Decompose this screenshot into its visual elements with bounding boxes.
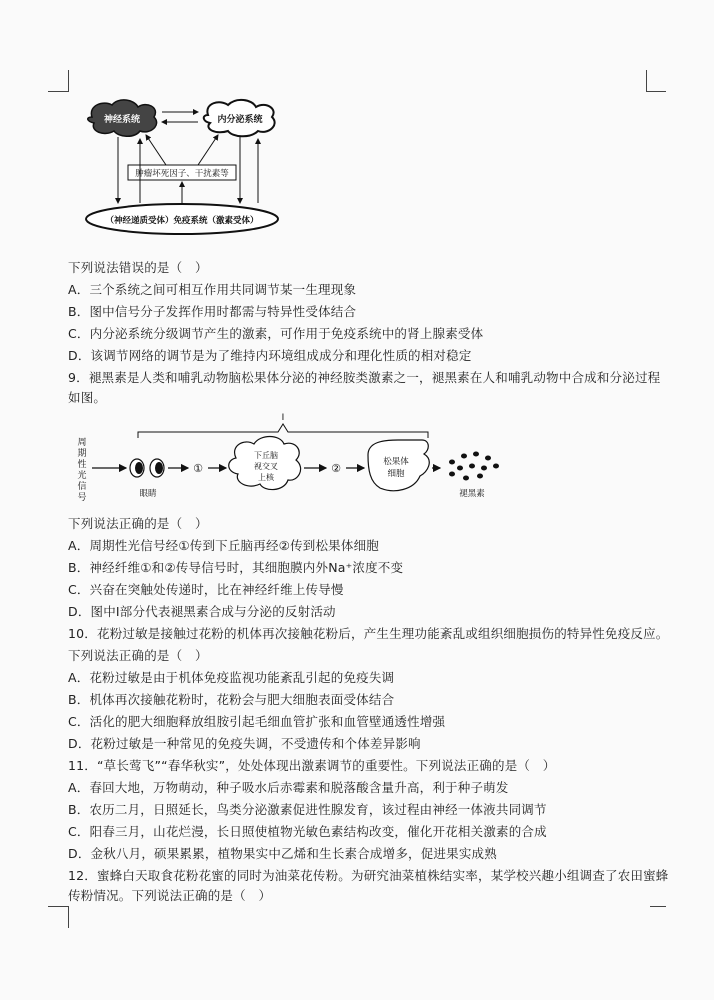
q11-stem: 11．“草长莺飞”“春华秋实”，处处体现出激素调节的重要性。下列说法正确的是（ ）: [68, 758, 556, 773]
roman-label: Ⅰ: [281, 413, 285, 423]
melatonin-dots: [449, 452, 499, 481]
q8-option-b: B．图中信号分子发挥作用时都需与特异性受体结合: [68, 304, 357, 319]
brace-I: [138, 424, 428, 438]
q9-question: 下列说法正确的是（ ）: [68, 516, 208, 531]
melatonin-pathway-figure: [68, 410, 508, 510]
q10-option-b: B．机体再次接触花粉时，花粉会与肥大细胞表面受体结合: [68, 692, 395, 707]
q10-option-a: A．花粉过敏是由于机体免疫监视功能紊乱引起的免疫失调: [68, 670, 395, 685]
svg-text:性: 性: [77, 460, 87, 470]
crop-mark-top-left-h: [48, 91, 68, 92]
q11-option-a: A．春回大地，万物萌动，种子吸水后赤霉素和脱落酸含量升高，利于种子萌发: [68, 780, 509, 795]
label-2: ②: [331, 462, 341, 475]
arrow-factors-to-nervous: [146, 135, 166, 165]
q8-option-a: A．三个系统之间可相互作用共同调节某一生理现象: [68, 282, 357, 297]
arrow-factors-to-endocrine: [198, 135, 218, 165]
pineal-label-1: 松果体: [383, 457, 409, 467]
q9-stem-1: 9．褪黑素是人类和哺乳动物脑松果体分泌的神经胺类激素之一，褪黑素在人和哺乳动物中合成和分泌过程: [68, 370, 661, 385]
hypothalamus-label-3: 上核: [258, 473, 274, 482]
crop-mark-bottom-right-h: [650, 906, 666, 907]
q9-option-b: B．神经纤维①和②传导信号时，其细胞膜内外Na⁺浓度不变: [68, 560, 404, 575]
nervous-system-label: 神经系统: [103, 115, 141, 125]
hypothalamus-label-2: 视交叉: [254, 462, 278, 471]
q8-stem: 下列说法错误的是（ ）: [68, 260, 208, 275]
crop-mark-top-right: [646, 70, 647, 92]
q11-option-d: D．金秋八月，硕果累累，植物果实中乙烯和生长素合成增多，促进果实成熟: [68, 846, 497, 861]
q10-option-c: C．活化的肥大细胞释放组胺引起毛细血管扩张和血管壁通透性增强: [68, 714, 446, 729]
q9-option-a: A．周期性光信号经①传到下丘脑再经②传到松果体细胞: [68, 538, 379, 553]
q8-option-c: C．内分泌系统分级调节产生的激素，可作用于免疫系统中的肾上腺素受体: [68, 326, 484, 341]
q12-stem-1: 12．蜜蜂白天取食花粉花蜜的同时为油菜花传粉。为研究油菜植株结实率，某学校兴趣小组调查了农田蜜蜂: [68, 868, 669, 883]
melatonin-label: 褪黑素: [459, 489, 485, 499]
q10-option-d: D．花粉过敏是一种常见的免疫失调，不受遗传和个体差异影响: [68, 736, 421, 751]
eye-label: 眼睛: [139, 489, 157, 499]
svg-text:光: 光: [77, 471, 87, 481]
light-signal-label: [77, 437, 86, 503]
svg-text:信: 信: [77, 482, 87, 492]
endocrine-system-label: 内分泌系统: [217, 115, 263, 125]
q9-option-d: D．图中Ⅰ部分代表褪黑素合成与分泌的反射活动: [68, 604, 336, 619]
crop-mark-bottom-left: [68, 906, 69, 928]
hypothalamus-label-1: 下丘脑: [254, 451, 278, 460]
crop-mark-bottom-left-h: [48, 906, 68, 907]
eye-icon: [130, 459, 164, 477]
q8-option-d: D．该调节网络的调节是为了维持内环境组成成分和理化性质的相对稳定: [68, 348, 472, 363]
q9-option-c: C．兴奋在突触处传递时，比在神经纤维上传导慢: [68, 582, 344, 597]
svg-text:周: 周: [77, 438, 87, 448]
q9-stem-2: 如图。: [68, 390, 107, 405]
q10-stem: 10．花粉过敏是接触过花粉的机体再次接触花粉后，产生生理功能紊乱或组织细胞损伤的特异性免疫反应。: [68, 626, 669, 641]
q11-option-b: B．农历二月，日照延长，鸟类分泌激素促进性腺发育，该过程由神经一体液共同调节: [68, 802, 547, 817]
svg-text:期: 期: [77, 449, 87, 459]
regulation-network-figure: [80, 95, 290, 245]
svg-text:号: 号: [77, 493, 87, 503]
q11-option-c: C．阳春三月，山花烂漫，长日照使植物光敏色素结构改变，催化开花相关激素的合成: [68, 824, 547, 839]
pineal-label-2: 细胞: [387, 469, 405, 479]
label-1: ①: [193, 462, 203, 475]
q10-question: 下列说法正确的是（ ）: [68, 648, 208, 663]
q12-stem-2: 传粉情况。下列说法正确的是（ ）: [68, 888, 272, 903]
crop-mark-top-right-h: [646, 91, 666, 92]
crop-mark-top-left: [68, 70, 69, 92]
immune-system-label: （神经递质受体）免疫系统（激素受体）: [105, 216, 259, 226]
factors-label: 肿瘤坏死因子、干扰素等: [135, 169, 229, 179]
